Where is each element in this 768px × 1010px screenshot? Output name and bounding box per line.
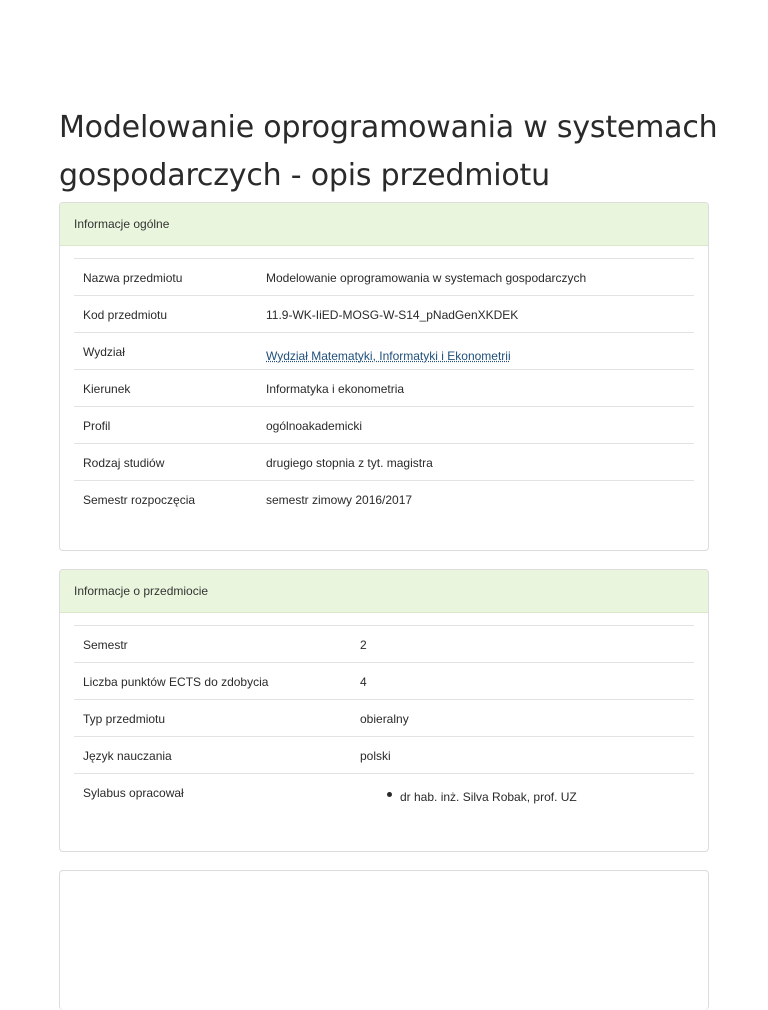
table-row bbox=[74, 626, 694, 663]
row-value: Informatyka i ekonometria bbox=[266, 382, 405, 396]
faculty-link[interactable]: Wydział Matematyki, Informatyki i Ekonometrii bbox=[266, 349, 511, 363]
row-label: Kod przedmiotu bbox=[83, 308, 168, 322]
row-label: Typ przedmiotu bbox=[83, 712, 166, 726]
row-value: 2 bbox=[360, 638, 367, 652]
next-panel bbox=[59, 870, 709, 1010]
row-label: Sylabus opracował bbox=[83, 786, 184, 800]
row-value: ogólnoakademicki bbox=[266, 419, 363, 433]
row-value: polski bbox=[360, 749, 391, 763]
row-value: 4 bbox=[360, 675, 367, 689]
row-label: Kierunek bbox=[83, 382, 131, 396]
list-item: dr hab. inż. Silva Robak, prof. UZ bbox=[360, 790, 577, 804]
row-label: Semestr bbox=[83, 638, 128, 652]
row-label: Profil bbox=[83, 419, 111, 433]
course-info-panel bbox=[59, 569, 709, 852]
row-label: Wydział bbox=[83, 345, 125, 359]
table-row bbox=[74, 737, 694, 774]
general-info-table bbox=[74, 258, 694, 518]
authors-list bbox=[360, 790, 577, 804]
syllabus-authors bbox=[360, 774, 577, 811]
table-row bbox=[74, 370, 694, 407]
row-value: obieralny bbox=[360, 712, 409, 726]
table-row bbox=[74, 774, 694, 811]
table-row bbox=[74, 481, 694, 518]
faculty-cell bbox=[266, 333, 511, 369]
row-value: Modelowanie oprogramowania w systemach gospodarczych bbox=[266, 271, 587, 285]
general-info-panel bbox=[59, 202, 709, 551]
page-title: Modelowanie oprogramowania w systemach gospodarczych - opis przedmiotu bbox=[59, 110, 718, 193]
course-info-heading: Informacje o przedmiocie bbox=[60, 570, 708, 613]
row-label: Język nauczania bbox=[83, 749, 172, 763]
table-row bbox=[74, 333, 694, 370]
row-value: 11.9-WK-IiED-MOSG-W-S14_pNadGenXKDEK bbox=[266, 308, 519, 322]
table-row bbox=[74, 407, 694, 444]
row-value: semestr zimowy 2016/2017 bbox=[266, 493, 413, 507]
row-value: drugiego stopnia z tyt. magistra bbox=[266, 456, 433, 470]
course-info-table bbox=[74, 625, 694, 811]
table-row bbox=[74, 296, 694, 333]
row-label: Rodzaj studiów bbox=[83, 456, 165, 470]
row-label: Liczba punktów ECTS do zdobycia bbox=[83, 675, 269, 689]
row-label: Nazwa przedmiotu bbox=[83, 271, 183, 285]
general-info-heading: Informacje ogólne bbox=[60, 203, 708, 246]
table-row bbox=[74, 444, 694, 481]
row-label: Semestr rozpoczęcia bbox=[83, 493, 196, 507]
table-row bbox=[74, 259, 694, 296]
table-row bbox=[74, 700, 694, 737]
table-row bbox=[74, 663, 694, 700]
